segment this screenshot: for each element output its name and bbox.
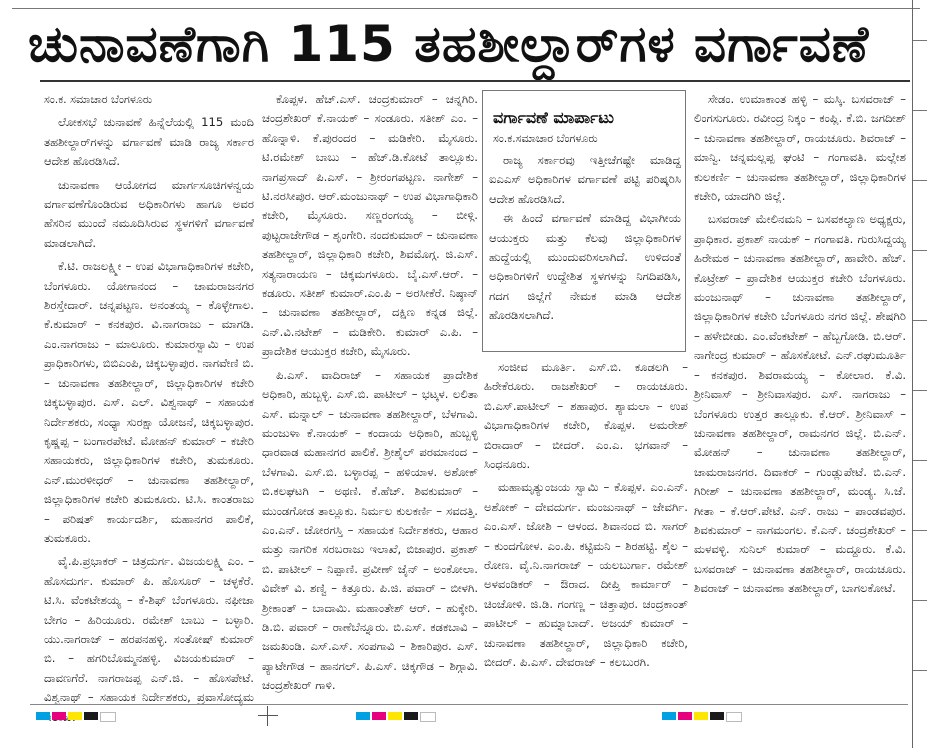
color-swatch xyxy=(710,712,724,720)
color-swatch xyxy=(388,712,402,720)
color-swatch xyxy=(678,712,692,720)
margin-tick xyxy=(913,320,927,321)
article-paragraph: ಲೋಕಸಭೆ ಚುನಾವಣೆ ಹಿನ್ನೆಲೆಯಲ್ಲಿ 115 ಮಂದಿ ತಹಶೀಲ್ದಾರ್‌ಗಳನ್ನು ವರ್ಗಾವಣೆ ಮಾಡಿ ರಾಜ್ಯ ಸರ್ಕಾರ ಆದೇಶ ಹೊರಡಿಸಿದೆ. xyxy=(44,115,254,169)
article-paragraph: ಬಸವರಾಜ್ ಮೇಲಿನಮನಿ – ಬಸವಕಲ್ಯಾಣ ಅಧ್ಯಕ್ಷರು, ಪ್ರಾಧಿಕಾರ. ಪ್ರಕಾಶ್ ನಾಯಕ್ – ಗಂಗಾವತಿ. ಗುರುಸಿದ್ದಯ್ಯ ಹಿರೇಮಠ – ಚುನಾವಣಾ ತಹಶೀಲ್ದಾರ್, ಹಾವೇರಿ. ಹೆಚ್. ಕೊಟ್ರೇಶ್ – ಪ್ರಾದೇಶಿಕ ಆಯುಕ್ತರ ಕಚೇರಿ ಬೆಂಗಳೂರು. ಮಂಜುನಾಥ್ – ಚುನಾವಣಾ ತಹಶೀಲ್ದಾರ್, ಜಿಲ್ಲಾಧಿಕಾರಿಗಳ ಕಚೇರಿ ಬೆಂಗಳೂರು ನಗರ ಜಿಲ್ಲೆ. ಶೇಷಗಿರಿ – ಹಳೇಬೀಡು. ಎಂ.ವೆಂಕಟೇಶ್ – ಹೆಬ್ಬಗೋಡಿ. ಬಿ.ಆರ್. ನಾಗೇಂದ್ರ ಕುಮಾರ್ – ಹೊಸಕೋಟೆ. ಎನ್.ರಘುಮೂರ್ತಿ – ಕನಕಪುರ. ಶಿವರಾಮಯ್ಯ – ಕೋಲಾರ. ಕೆ.ವಿ. ಶ್ರೀನಿವಾಸ್ – ಶ್ರೀನಿವಾಸಪುರ. ಎಸ್. ನಾಗರಾಜು – ಬೆಂಗಳೂರು ಉತ್ತರ ತಾಲ್ಲೂಕು. ಕೆ.ಆರ್. ಶ್ರೀನಿವಾಸ್ – ಚುನಾವಣಾ ತಹಶೀಲ್ದಾರ್, ರಾಮನಗರ ಜಿಲ್ಲೆ. ಬಿ.ಎನ್. ಮೋಹನ್ – ಚುನಾವಣಾ ತಹಶೀಲ್ದಾರ್, ಚಾಮರಾಜನಗರ. ದಿವಾಕರ್ – ಗುಂಡ್ಲುಪೇಟೆ. ಬಿ.ಎನ್. ಗಿರೀಶ್ – ಚುನಾವಣಾ ತಹಶೀಲ್ದಾರ್, ಮಂಡ್ಯ. ಸಿ.ಜೆ. ಗೀತಾ – ಕೆ.ಆರ್.ಪೇಟೆ. ಎನ್. ರಾಜು – ಪಾಂಡವಪುರ. ಶಿವಕುಮಾರ್ – ನಾಗಮಂಗಲ. ಕೆ.ಎನ್. ಚಂದ್ರಶೇಖರ್ – ಮಳವಳ್ಳಿ. ಸುನಿಲ್ ಕುಮಾರ್ – ಮದ್ದೂರು. ಕೆ.ವಿ. ಬಸವರಾಜ್ – ಚುನಾವಣಾ ತಹಶೀಲ್ದಾರ್, ರಾಯಚೂರು. ಶಿವರಾಜ್ – ಚುನಾವಣಾ ತಹಶೀಲ್ದಾರ್, ಬಾಗಲಕೋಟೆ. xyxy=(694,212,906,596)
color-swatch xyxy=(420,712,436,722)
article-paragraph: ಕೆ.ಟಿ. ರಾಜಲಕ್ಷ್ಮೀ – ಉಪ ವಿಭಾಗಾಧಿಕಾರಿಗಳ ಕಚೇರಿ, ಬೆಂಗಳೂರು. ಯೋಗಾನಂದ – ಚಾಮರಾಜನಗರ ಶಿರಸ್ತೇದಾರ್. ಚನ್ನಪಟ್ಟಣ. ಅನಂತಯ್ಯ – ಕೊಳ್ಳೇಗಾಲ. ಕೆ.ಕುಮಾರ್ – ಕನಕಪುರ. ವಿ.ನಾಗರಾಜು – ಮಾಗಡಿ. ಎಂ.ನಾಗರಾಜು – ಮಾಲೂರು. ಕುಮಾರಸ್ವಾಮಿ – ಉಪ ಪ್ರಾಧಿಕಾರಿಗಳು, ಬಿಬಿಎಂಪಿ, ಚಿಕ್ಕಬಳ್ಳಾಪುರ. ನಾಗವೇಣಿ ಬಿ. – ಚುನಾವಣಾ ತಹಶೀಲ್ದಾರ್, ಜಿಲ್ಲಾಧಿಕಾರಿಗಳ ಕಚೇರಿ ಚಿಕ್ಕಬಳ್ಳಾಪುರ. ಎಸ್. ಎಲ್. ವಿಶ್ವನಾಥ್ – ಸಹಾಯಕ ನಿರ್ದೇಶಕರು, ಸಂಧ್ಯಾ ಸುರಕ್ಷಾ ಯೋಜನೆ, ಚಿಕ್ಕಬಳ್ಳಾಪುರ. ಕೃಷ್ಣಪ್ಪ – ಬಂಗಾರಪೇಟೆ. ಮೋಹನ್ ಕುಮಾರ್ – ಕಚೇರಿ ಸಹಾಯಕರು, ಜಿಲ್ಲಾಧಿಕಾರಿಗಳ ಕಚೇರಿ, ತುಮಕೂರು. ಎನ್.ಮುರಳೀಧರ್ – ಚುನಾವಣಾ ತಹಶೀಲ್ದಾರ್, ಜಿಲ್ಲಾಧಿಕಾರಿಗಳ ಕಚೇರಿ ತುಮಕೂರು. ಟಿ.ಸಿ. ಕಾಂತರಾಜು – ಪರಿಷತ್ ಕಾರ್ಯದರ್ಶಿ, ಮಹಾನಗರ ಪಾಲಿಕೆ, ತುಮಕೂರು. xyxy=(44,259,254,545)
adjacent-column-edge xyxy=(912,0,933,748)
bottom-rule xyxy=(30,704,908,705)
sidebar-box xyxy=(482,90,686,352)
color-swatch xyxy=(100,712,116,722)
article-paragraph: ಕೊಪ್ಪಳ. ಹೆಚ್.ಎಸ್. ಚಂದ್ರಕುಮಾರ್ – ಚನ್ನಗಿರಿ. ಚಂದ್ರಶೇಖರ್ ಕೆ.ನಾಯಕ್ – ಸಂಡೂರು. ಸತೀಶ್ ಎಂ. – ಹೊನ್ನಾಳಿ. ಕೆ.ಪುರಂದರ – ಮಡಿಕೇರಿ. ಮೈಸೂರು. ಟಿ.ರಮೇಶ್ ಬಾಬು – ಹೆಚ್.ಡಿ.ಕೋಟೆ ತಾಲ್ಲೂಕು. ನಾಗಪ್ರಸಾದ್ ಪಿ.ಎಸ್. – ಶ್ರೀರಂಗಪಟ್ಟಣ. ನಾಗೇಶ್ – ಟಿ.ನರಸೀಪುರ. ಆರ್.ಮಂಜುನಾಥ್ – ಉಪ ವಿಭಾಗಾಧಿಕಾರಿ ಕಚೇರಿ, ಮೈಸೂರು. ಸಣ್ಣರಂಗಯ್ಯ – ಬೀಳ್ಗಿ. ಪುಟ್ಟರಾಜೇಗೌಡ – ಶೃಂಗೇರಿ. ನಂದಕುಮಾರ್ – ಚುನಾವಣಾ ತಹಶೀಲ್ದಾರ್, ಜಿಲ್ಲಾಧಿಕಾರಿ ಕಚೇರಿ, ಶಿವಮೊಗ್ಗ. ಜಿ.ಎಸ್. ಸತ್ಯನಾರಾಯಣ – ಚಿಕ್ಕಮಗಳೂರು. ಬೈ.ಎಸ್.ಆರ್. – ಕಡೂರು. ಸತೀಶ್ ಕುಮಾರ್.ಎಂ.ಪಿ – ಅರಸೀಕೆರೆ. ನಿಷ್ಠಾನ್ – ಚುನಾವಣಾ ತಹಶೀಲ್ದಾರ್, ದಕ್ಷಿಣ ಕನ್ನಡ ಜಿಲ್ಲೆ. ಎನ್.ವಿ.ನಟೇಶ್ – ಮಡಿಕೇರಿ. ಕುಮಾರ್ ಎ.ಪಿ. – ಪ್ರಾದೇಶಿಕ ಆಯುಕ್ತರ ಕಚೇರಿ, ಮೈಸೂರು. xyxy=(262,92,478,359)
article-paragraph: ಪಿ.ಎಸ್. ವಾದಿರಾಜ್ – ಸಹಾಯಕ ಪ್ರಾದೇಶಿಕ ಅಧಿಕಾರಿ, ಹುಬ್ಬಳ್ಳಿ. ಎಸ್.ಬಿ. ಪಾಟೀಲ್ – ಭಟ್ಕಳ. ಲಲಿತಾ ಎಸ್. ಮನ್ನಾಲ್ – ಚುನಾವಣಾ ತಹಶೀಲ್ದಾರ್, ಬೆಳಗಾವಿ. ಮಂಜುಳಾ ಕೆ.ನಾಯಕ್ – ಕಂದಾಯ ಅಧಿಕಾರಿ, ಹುಬ್ಬಳ್ಳಿ ಧಾರವಾಡ ಮಹಾನಗರ ಪಾಲಿಕೆ. ಶ್ರೀಶೈಲ್ ಪರಮಾನಂದ – ಬೆಳಗಾವಿ. ಎಸ್.ಬಿ. ಬಳ್ಳಾರಪ್ಪ – ಹಳಿಯಾಳ. ಅಶೋಕ್ ಬಿ.ಕಲಘಟಗಿ – ಅಥಣಿ. ಕೆ.ಹೆಚ್. ಶಿವಕುಮಾರ್ – ಮುಂಡಗೋಡ ತಾಲ್ಲೂಕು. ನಿರ್ಮಲ ಕುಲಕರ್ಣಿ – ಸವದತ್ತಿ. ಎಂ.ಎನ್. ಚೋರಗಸ್ತಿ – ಸಹಾಯಕ ನಿರ್ದೇಶಕರು, ಆಹಾರ ಮತ್ತು ನಾಗರಿಕ ಸರಬರಾಜು ಇಲಾಖೆ, ಬಿಜಾಪುರ. ಪ್ರಕಾಶ್ ಬಿ. ಪಾಟೀಲ್ – ನಿಪ್ಪಾಣಿ. ಪ್ರವೀಣ್ ಜೈನ್ – ಅಂಕೋಲಾ. ವಿವೇಕ್ ವಿ. ಶಣ್ವಿ – ಕಿತ್ತೂರು. ಪಿ.ಜಿ. ಪವಾರ್ – ಬೀಳಗಿ. ಶ್ರೀಕಾಂತ್ – ಬಾದಾಮಿ. ಮಹಾಂತೇಶ್ ಆರ್. – ಹುಕ್ಕೇರಿ. ಡಿ.ಬಿ. ಪವಾರ್ – ರಾಣೆಬೆನ್ನೂರು. ಬಿ.ಎಸ್. ಕಡಕಬಾವಿ – ಜಮಖಂಡಿ. ಎಸ್.ಎಸ್. ಸಂಪಗಾವಿ – ಶಿಕಾರಿಪುರ. ಎಸ್. ಪ್ಯಾಟೇಗೌಡ – ಹಾನಗಲ್. ಪಿ.ಎಸ್. ಚಿಕ್ಕಗೌಡ – ಶಿಗ್ಗಾವಿ. ಚಂದ್ರಶೇಖರ್ ಗಾಳಿ. xyxy=(262,367,478,693)
article-paragraph: ವೈ.ಪಿ.ಪ್ರಭಾಕರ್ – ಚಿತ್ರದುರ್ಗ. ವಿಜಯಲಕ್ಷ್ಮಿ ಎಂ. – ಹೊಸದುರ್ಗ. ಕುಮಾರ್ ಪಿ. ಹೊಸೂರ್ – ಚಳ್ಳಕೆರೆ. ಟಿ.ಸಿ. ವೆಂಕಟೇಶಯ್ಯ – ಕೆ-ಶಿಫ್ ಬೆಂಗಳೂರು. ನಫೀಜಾ ಬೇಗಂ – ಹಿರಿಯೂರು. ರಮೇಶ್ ಬಾಬು – ಬಳ್ಳಾರಿ. ಯು.ನಾಗರಾಜ್ – ಹರಪನಹಳ್ಳಿ. ಸಂತೋಷ್ ಕುಮಾರ್ ಬಿ. – ಹಗರಿಬೊಮ್ಮನಹಳ್ಳಿ. ವಿಜಯಕುಮಾರ್ – ದಾವಣಗೆರೆ. ನಾಗರಾಜಪ್ಪ ಎನ್.ಜಿ. – ಹೊಸಪೇಟೆ. ವಿಶ್ವನಾಥ್ – ಸಹಾಯಕ ನಿರ್ದೇಶಕರು, ಪ್ರವಾಸೋದ್ಯಮ xyxy=(44,554,254,705)
color-registration-bar xyxy=(36,712,118,720)
color-swatch xyxy=(52,712,66,720)
color-swatch xyxy=(404,712,418,720)
article-column-4 xyxy=(694,90,906,702)
registration-mark xyxy=(258,706,278,726)
article-paragraph: ಮಹಾಮೃತ್ಯುಂಜಯ ಸ್ವಾಮಿ – ಕೊಪ್ಪಳ. ಎಂ.ಎನ್. ಅಶೋಕ್ – ದೇವದುರ್ಗ. ಮಂಜುನಾಥ್ – ಜೇವರ್ಗಿ. ಎಂ.ಎಸ್. ಜೋಶಿ – ಆಳಂದ. ಶಿವಾನಂದ ಬಿ. ಸಾಗರ್ – ಕುಂದಗೋಳ. ಎಂ.ಪಿ. ಕಟ್ಟಿಮನಿ – ಶಿರಹಟ್ಟಿ. ಶೈಲ – ರೋಣ. ವೈ.ನಿ.ನಾಗರಾಜ್ – ಯಲಬುರ್ಗಾ. ರಮೇಶ್ ಅಳವಂಡಿಕರ್ – ಔರಾದ. ದೀಪ್ತಿ ಕಾರ್ಮಾರ್ – ಚಿಂಚೋಳಿ. ಜಿ.ಡಿ. ಗಂಗಣ್ಣ – ಚಿತ್ತಾಪುರ. ಚಂದ್ರಕಾಂತ್ ಪಾಟೀಲ್ – ಹುಮ್ನಾಬಾದ್. ಅಜಯ್ ಕುಮಾರ್ – ಚುನಾವಣಾ ತಹಶೀಲ್ದಾರ್, ಜಿಲ್ಲಾಧಿಕಾರಿ ಕಚೇರಿ, ಬೀದರ್. ಪಿ.ಎಸ್. ದೇವರಾಜ್ – ಕಲಬುರಗಿ. xyxy=(484,480,688,670)
margin-tick xyxy=(913,670,927,671)
margin-tick xyxy=(913,40,927,41)
article-column-2 xyxy=(262,90,478,702)
sidebar-box-paragraph: ಈ ಹಿಂದೆ ವರ್ಗಾವಣೆ ಮಾಡಿದ್ದ ವಿಭಾಗೀಯ ಆಯುಕ್ತರು ಮತ್ತು ಕೆಲವು ಜಿಲ್ಲಾಧಿಕಾರಿಗಳ ಹುದ್ದೆಯಲ್ಲಿ ಮುಂದುವರಿಸಲಾಗಿದೆ. ಉಳಿದಂತೆ ಅಧಿಕಾರಿಗಳಿಗೆ ಉದ್ದೇಶಿತ ಸ್ಥಳಗಳನ್ನು ನಿಗದಿಪಡಿಸಿ, ಗದಗ ಜಿಲ್ಲೆಗೆ ನೇಮಕ ಮಾಡಿ ಆದೇಶ ಹೊರಡಿಸಲಾಗಿದೆ. xyxy=(489,211,681,323)
color-swatch xyxy=(36,712,50,720)
color-registration-bar xyxy=(356,712,438,720)
color-swatch xyxy=(694,712,708,720)
margin-tick xyxy=(913,600,927,601)
headline: ಚುನಾವಣೆಗಾಗಿ 115 ತಹಶೀಲ್ದಾರ್‌ಗಳ ವರ್ಗಾವಣೆ xyxy=(28,15,870,73)
sidebar-box-byline: ಸಂ.ಕ.ಸಮಾಚಾರ ಬೆಂಗಳೂರು xyxy=(493,132,598,145)
color-swatch xyxy=(84,712,98,720)
margin-tick xyxy=(913,390,927,391)
color-registration-bar xyxy=(662,712,744,720)
color-swatch xyxy=(68,712,82,720)
sidebar-box-title: ವರ್ಗಾವಣೆ ಮಾರ್ಪಾಟು xyxy=(493,108,614,127)
color-swatch xyxy=(662,712,676,720)
margin-tick xyxy=(913,460,927,461)
margin-tick xyxy=(913,250,927,251)
color-swatch xyxy=(372,712,386,720)
article-column-1 xyxy=(44,90,254,705)
article-paragraph: ಸೇಡಂ. ಉಮಾಕಾಂತ ಹಳ್ಳಿ – ಮಸ್ಕಿ. ಬಸವರಾಜ್ – ಲಿಂಗಸುಗೂರು. ರವೀಂದ್ರ ನಿಕ್ಕಂ – ಕಂಪ್ಲಿ. ಕೆ.ಬಿ. ಜಗದೀಶ್ – ಚುನಾವಣಾ ತಹಶೀಲ್ದಾರ್, ರಾಯಚೂರು. ಶಿವರಾಜ್ – ಮಾನ್ವಿ. ಚನ್ನಮಲ್ಲಪ್ಪ ಘಂಟಿ – ಗಂಗಾವತಿ. ಮಲ್ಲೇಶ ಕುಲಕರ್ಣಿ – ಚುನಾವಣಾ ತಹಶೀಲ್ದಾರ್, ಜಿಲ್ಲಾಧಿಕಾರಿಗಳ ಕಚೇರಿ, ಯಾದಗಿರಿ ಜಿಲ್ಲೆ. xyxy=(694,92,906,204)
article-paragraph: ಸಂಜೀವ ಮೂರ್ತಿ. ಎಸ್.ಬಿ. ಕೂಡಲಗಿ – ಹಿರೇಕೆರೂರು. ರಾಜಶೇಖರ್ – ರಾಯಚೂರು. ಬಿ.ಎಸ್.ಪಾಟೀಲ್ – ಶಹಾಪುರ. ಶ್ಯಾಮಲಾ – ಉಪ ವಿಭಾಗಾಧಿಕಾರಿಗಳ ಕಚೇರಿ, ಕೊಪ್ಪಳ. ಅಮರೇಶ್ ಬಿರಾದಾರ್ – ಬೀದರ್. ಎಂ.ಎ. ಭಗವಾನ್ – ಸಿಂಧನೂರು. xyxy=(484,360,688,472)
margin-tick xyxy=(913,110,927,111)
top-border xyxy=(12,8,920,9)
article-byline: ಸಂ.ಕ. ಸಮಾಚಾರ ಬೆಂಗಳೂರು xyxy=(44,93,153,106)
margin-tick xyxy=(913,180,927,181)
margin-tick xyxy=(913,530,927,531)
headline-rule xyxy=(40,80,910,82)
color-swatch xyxy=(726,712,742,722)
sidebar-box-paragraph: ರಾಜ್ಯ ಸರ್ಕಾರವು ಇತ್ತೀಚೆಗಷ್ಟೇ ಮಾಡಿದ್ದ ಐಎಎಸ್ ಅಧಿಕಾರಿಗಳ ವರ್ಗಾವಣೆ ಪಟ್ಟಿ ಪರಿಷ್ಕರಿಸಿ ಆದೇಶ ಹೊರಡಿಸಿದೆ. xyxy=(489,153,681,206)
article-column-3 xyxy=(484,358,688,702)
sidebar-box-body xyxy=(489,151,681,326)
color-swatch xyxy=(356,712,370,720)
article-paragraph: ಚುನಾವಣಾ ಆಯೋಗದ ಮಾರ್ಗಸೂಚಿಗಳನ್ವಯ ವರ್ಗಾವಣೆಗೊಂಡಿರುವ ಅಧಿಕಾರಿಗಳು ಹಾಗೂ ಅವರ ಹೆಸರಿನ ಮುಂದೆ ನಮೂದಿಸಿರುವ ಸ್ಥಳಗಳಿಗೆ ವರ್ಗಾವಣೆ ಮಾಡಲಾಗಿದೆ. xyxy=(44,177,254,250)
